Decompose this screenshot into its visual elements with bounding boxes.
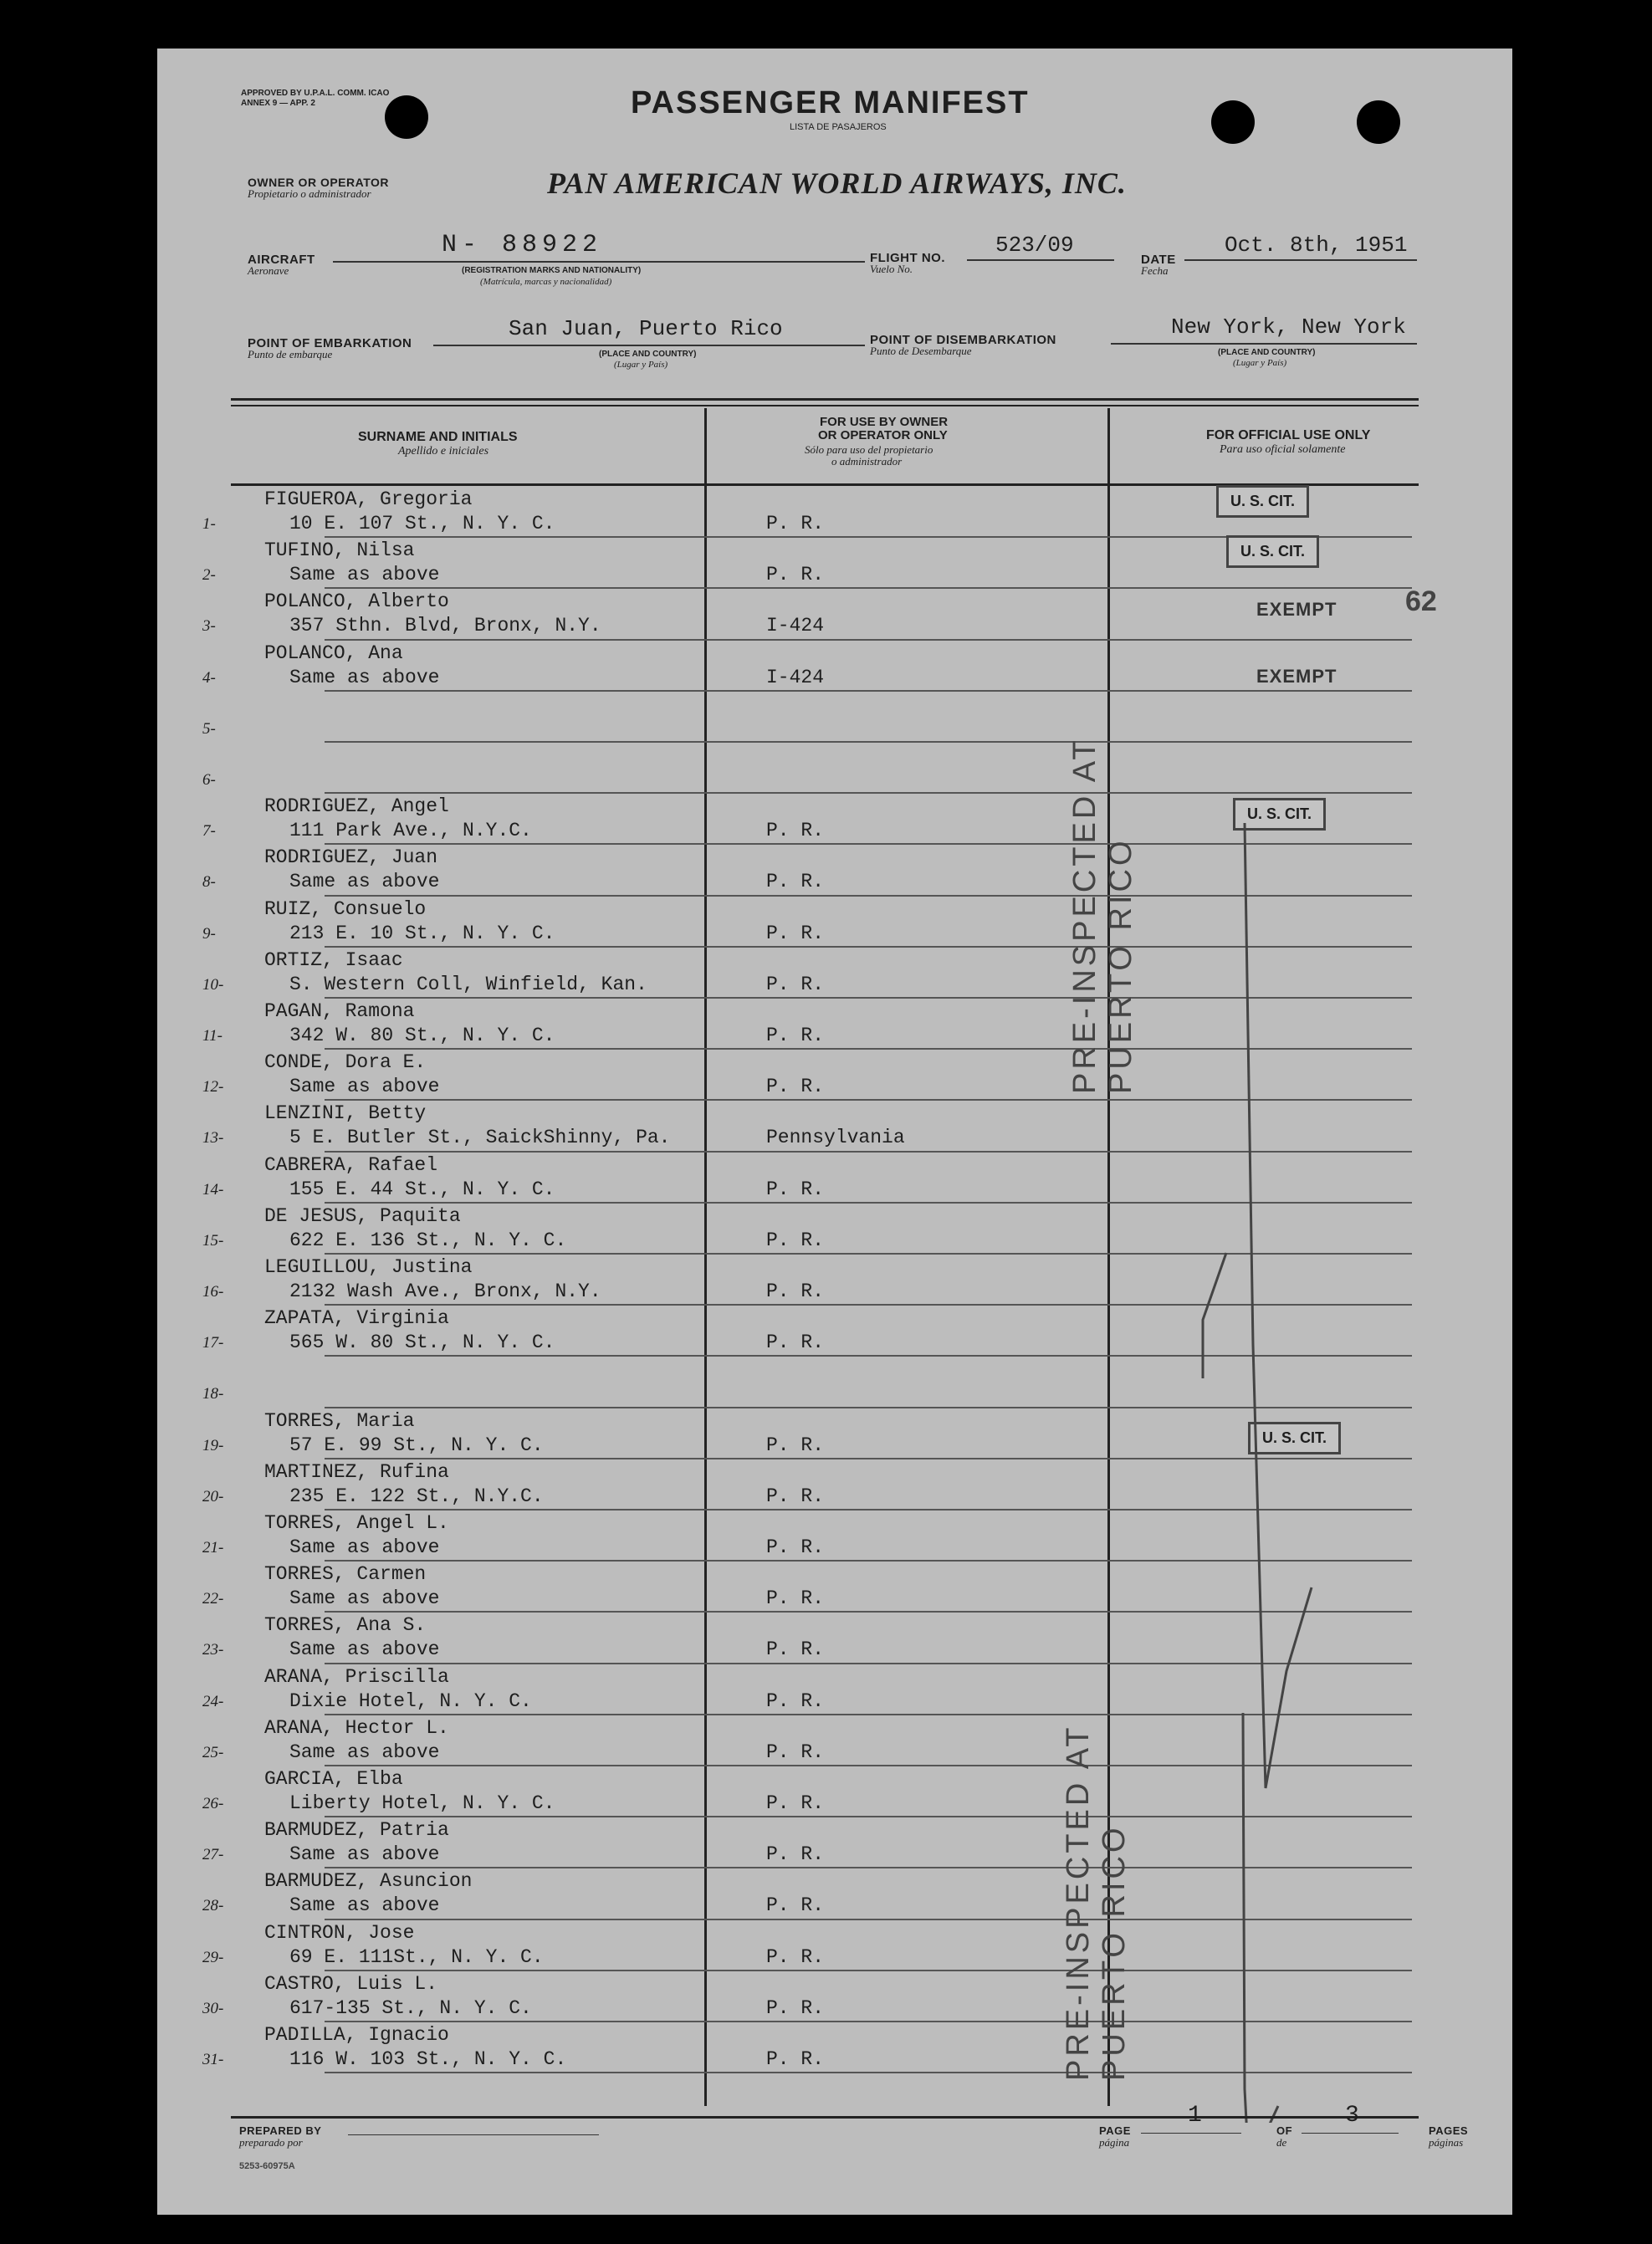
passenger-name: PAGAN, Ramona <box>264 1000 415 1022</box>
prepared-by-label: PREPARED BY <box>239 2124 322 2137</box>
passenger-address: Same as above <box>289 666 440 688</box>
passenger-name: CINTRON, Jose <box>264 1921 415 1944</box>
owner-label-es: Propietario o administrador <box>248 187 371 200</box>
citizenship-code: P. R. <box>766 1996 825 2019</box>
passenger-address: 2132 Wash Ave., Bronx, N.Y. <box>289 1280 601 1302</box>
passenger-name: PADILLA, Ignacio <box>264 2024 449 2046</box>
row-number: 5- <box>202 719 216 738</box>
passenger-address: Same as above <box>289 871 440 893</box>
citizenship-code: P. R. <box>766 1485 825 1507</box>
citizenship-code: Pennsylvania <box>766 1127 905 1149</box>
row-number: 16- <box>202 1283 224 1301</box>
passenger-name: TORRES, Maria <box>264 1409 415 1432</box>
aircraft-note-es: (Matrícula, marcas y nacionalidad) <box>480 277 612 287</box>
passenger-name: GARCIA, Elba <box>264 1768 403 1790</box>
passenger-name: ORTIZ, Isaac <box>264 948 403 971</box>
row-number: 28- <box>202 1897 224 1915</box>
table-top-border <box>231 398 1419 401</box>
passenger-name: TORRES, Ana S. <box>264 1614 427 1637</box>
underline <box>433 345 865 346</box>
passenger-address: Same as above <box>289 1638 440 1661</box>
us-citizen-stamp: U. S. CIT. <box>1233 798 1326 831</box>
passenger-name: LENZINI, Betty <box>264 1102 427 1125</box>
citizenship-code: P. R. <box>766 1638 825 1661</box>
citizenship-code: P. R. <box>766 1741 825 1763</box>
page-label: PAGE <box>1099 2124 1131 2137</box>
row-number: 10- <box>202 975 224 994</box>
row-number: 12- <box>202 1078 224 1096</box>
passenger-name: ARANA, Priscilla <box>264 1665 449 1688</box>
citizenship-code: P. R. <box>766 1434 825 1456</box>
citizenship-code: P. R. <box>766 1587 825 1610</box>
row-number: 22- <box>202 1590 224 1608</box>
passenger-address: Liberty Hotel, N. Y. C. <box>289 1792 555 1814</box>
passenger-address: 357 Sthn. Blvd, Bronx, N.Y. <box>289 615 601 637</box>
passenger-address: 155 E. 44 St., N. Y. C. <box>289 1178 555 1200</box>
note-62: 62 <box>1405 585 1437 617</box>
table-top-border <box>231 405 1419 406</box>
embark-label: POINT OF EMBARKATION <box>248 336 412 350</box>
row-number: 3- <box>202 617 216 636</box>
pencil-check-marks <box>1077 500 1429 2123</box>
citizenship-code: P. R. <box>766 1843 825 1866</box>
citizenship-code: P. R. <box>766 1025 825 1046</box>
passenger-address: 57 E. 99 St., N. Y. C. <box>289 1434 544 1456</box>
citizenship-code: P. R. <box>766 1332 825 1354</box>
operator-name: PAN AMERICAN WORLD AIRWAYS, INC. <box>547 166 1127 200</box>
column-header-surname: SURNAME AND INITIALS <box>358 430 518 444</box>
row-number: 30- <box>202 1999 224 2017</box>
passenger-address: 213 E. 10 St., N. Y. C. <box>289 922 555 944</box>
underline <box>967 259 1114 261</box>
column-header-owner-use-es: Sólo para uso del propietario <box>805 443 933 456</box>
passenger-address: Same as above <box>289 1076 440 1098</box>
underline <box>1141 2133 1241 2134</box>
passenger-address: Same as above <box>289 1843 440 1866</box>
column-header-official-use-es: Para uso oficial solamente <box>1220 443 1346 456</box>
passenger-name: BARMUDEZ, Patria <box>264 1819 449 1842</box>
passenger-name: MARTINEZ, Rufina <box>264 1460 449 1483</box>
column-header-owner-use: OR OPERATOR ONLY <box>818 428 948 442</box>
passenger-address: Same as above <box>289 564 440 586</box>
row-number: 1- <box>202 515 216 533</box>
passenger-name: RODRIGUEZ, Juan <box>264 846 438 869</box>
prepared-by-label-es: preparado por <box>239 2136 303 2149</box>
passenger-name: TORRES, Angel L. <box>264 1512 449 1534</box>
disembark-value: New York, New York <box>1171 314 1406 340</box>
passenger-name: POLANCO, Ana <box>264 642 403 664</box>
place-note-es: (Lugar y País) <box>614 360 668 370</box>
citizenship-code: P. R. <box>766 1792 825 1814</box>
row-number: 26- <box>202 1795 224 1812</box>
passenger-name: CONDE, Dora E. <box>264 1051 427 1074</box>
column-header-owner-use: FOR USE BY OWNER <box>820 415 949 429</box>
row-number: 25- <box>202 1743 224 1761</box>
row-number: 27- <box>202 1846 224 1864</box>
passenger-address: Same as above <box>289 1741 440 1763</box>
passenger-name: CABRERA, Rafael <box>264 1153 438 1176</box>
place-note: (PLACE AND COUNTRY) <box>1218 348 1316 357</box>
punch-hole <box>1357 100 1400 144</box>
place-note: (PLACE AND COUNTRY) <box>599 350 697 359</box>
citizenship-code: P. R. <box>766 820 825 842</box>
passenger-address: 10 E. 107 St., N. Y. C. <box>289 513 555 534</box>
passenger-address: 111 Park Ave., N.Y.C. <box>289 820 532 842</box>
of-label-es: de <box>1276 2136 1287 2149</box>
manifest-sheet <box>157 49 1512 2215</box>
citizenship-code: I-424 <box>766 615 825 637</box>
citizenship-code: P. R. <box>766 1689 825 1712</box>
aircraft-label: AIRCRAFT <box>248 253 315 267</box>
of-label: OF <box>1276 2124 1293 2137</box>
passenger-name: RODRIGUEZ, Angel <box>264 795 449 818</box>
citizenship-code: P. R. <box>766 564 825 586</box>
passenger-address: 235 E. 122 St., N.Y.C. <box>289 1485 544 1507</box>
passenger-name: TUFINO, Nilsa <box>264 539 415 562</box>
us-citizen-stamp: U. S. CIT. <box>1248 1422 1341 1454</box>
passenger-address: 617-135 St., N. Y. C. <box>289 1996 532 2019</box>
owner-label: OWNER OR OPERATOR <box>248 176 389 189</box>
row-number: 23- <box>202 1641 224 1659</box>
aircraft-registration: N- 88922 <box>442 231 603 259</box>
embark-value: San Juan, Puerto Rico <box>509 316 783 341</box>
passenger-name: TORRES, Carmen <box>264 1563 427 1586</box>
table-bottom-border <box>231 2116 1419 2119</box>
us-citizen-stamp: U. S. CIT. <box>1226 535 1319 568</box>
passenger-name: DE JESUS, Paquita <box>264 1204 461 1227</box>
column-divider <box>704 408 707 2106</box>
page-number: 1 <box>1188 2103 1202 2129</box>
page-total: 3 <box>1345 2103 1359 2129</box>
row-number: 15- <box>202 1231 224 1250</box>
aircraft-note: (REGISTRATION MARKS AND NATIONALITY) <box>462 266 642 275</box>
citizenship-code: P. R. <box>766 1945 825 1968</box>
pages-label: PAGES <box>1429 2124 1469 2137</box>
date-label: DATE <box>1141 253 1176 267</box>
passenger-address: 116 W. 103 St., N. Y. C. <box>289 2048 567 2070</box>
disembark-label: POINT OF DISEMBARKATION <box>870 333 1056 347</box>
underline <box>1184 259 1417 261</box>
row-number: 17- <box>202 1334 224 1352</box>
flight-label: FLIGHT NO. <box>870 251 945 265</box>
date-label-es: Fecha <box>1141 264 1169 277</box>
row-number: 13- <box>202 1129 224 1148</box>
row-number: 9- <box>202 924 216 943</box>
passenger-address: Same as above <box>289 1587 440 1610</box>
row-number: 19- <box>202 1436 224 1454</box>
aircraft-label-es: Aeronave <box>248 264 289 277</box>
row-number: 14- <box>202 1180 224 1199</box>
row-number: 21- <box>202 1539 224 1556</box>
preinspected-stamp-vertical: PRE-INSPECTED AT PUERTO RICO <box>1061 1725 1132 2081</box>
preinspected-stamp-vertical: PRE-INSPECTED AT PUERTO RICO <box>1067 738 1138 1094</box>
passenger-name: POLANCO, Alberto <box>264 590 449 613</box>
citizenship-code: P. R. <box>766 1076 825 1098</box>
row-number: 18- <box>202 1385 224 1403</box>
passenger-name: LEGUILLOU, Justina <box>264 1256 473 1278</box>
pages-label-es: páginas <box>1429 2136 1464 2149</box>
embark-label-es: Punto de embarque <box>248 348 333 360</box>
citizenship-code: P. R. <box>766 973 825 995</box>
citizenship-code: P. R. <box>766 1536 825 1558</box>
citizenship-code: P. R. <box>766 922 825 944</box>
row-number: 8- <box>202 873 216 892</box>
citizenship-code: P. R. <box>766 1894 825 1917</box>
disembark-label-es: Punto de Desembarque <box>870 345 972 357</box>
underline <box>348 2134 599 2135</box>
citizenship-code: I-424 <box>766 666 825 688</box>
row-number: 7- <box>202 822 216 841</box>
passenger-address: Same as above <box>289 1894 440 1917</box>
row-number: 31- <box>202 2051 224 2068</box>
us-citizen-stamp: U. S. CIT. <box>1216 485 1309 518</box>
page-label-es: página <box>1099 2136 1130 2149</box>
underline <box>1302 2133 1399 2134</box>
flight-label-es: Vuelo No. <box>870 263 913 275</box>
form-title: PASSENGER MANIFEST <box>631 85 1030 120</box>
underline <box>1111 343 1417 345</box>
exempt-note: EXEMPT <box>1256 666 1337 687</box>
form-subtitle: LISTA DE PASAJEROS <box>790 122 887 132</box>
row-number: 11- <box>202 1027 222 1045</box>
row-number: 20- <box>202 1487 224 1505</box>
passenger-name: ZAPATA, Virginia <box>264 1307 449 1330</box>
punch-hole <box>1211 100 1255 144</box>
row-number: 6- <box>202 771 216 789</box>
row-number: 4- <box>202 668 216 687</box>
exempt-note: EXEMPT <box>1256 599 1337 620</box>
citizenship-code: P. R. <box>766 2048 825 2070</box>
passenger-name: BARMUDEZ, Asuncion <box>264 1870 473 1893</box>
place-note-es: (Lugar y País) <box>1233 358 1287 368</box>
passenger-name: ARANA, Hector L. <box>264 1716 449 1739</box>
citizenship-code: P. R. <box>766 871 825 893</box>
passenger-address: 5 E. Butler St., SaickShinny, Pa. <box>289 1127 671 1149</box>
flight-date: Oct. 8th, 1951 <box>1225 233 1408 258</box>
flight-number: 523/09 <box>995 233 1074 258</box>
row-number: 2- <box>202 566 216 585</box>
citizenship-code: P. R. <box>766 1178 825 1200</box>
citizenship-code: P. R. <box>766 1280 825 1302</box>
form-number: 5253-60975A <box>239 2161 295 2171</box>
row-number: 24- <box>202 1692 224 1710</box>
citizenship-code: P. R. <box>766 1229 825 1251</box>
passenger-name: FIGUEROA, Gregoria <box>264 488 473 510</box>
passenger-address: S. Western Coll, Winfield, Kan. <box>289 973 647 995</box>
passenger-address: 565 W. 80 St., N. Y. C. <box>289 1332 555 1354</box>
underline <box>333 261 865 263</box>
column-header-surname-es: Apellido e iniciales <box>398 445 489 457</box>
column-header-owner-use-es: o administrador <box>831 455 903 468</box>
passenger-name: CASTRO, Luis L. <box>264 1972 438 1995</box>
passenger-address: Dixie Hotel, N. Y. C. <box>289 1689 532 1712</box>
row-number: 29- <box>202 1948 224 1966</box>
passenger-name: RUIZ, Consuelo <box>264 897 427 920</box>
passenger-address: 342 W. 80 St., N. Y. C. <box>289 1025 555 1046</box>
passenger-address: 69 E. 111St., N. Y. C. <box>289 1945 544 1968</box>
approval-note: APPROVED BY U.P.A.L. COMM. ICAO ANNEX 9 — APP. 2 <box>241 89 390 108</box>
passenger-address: Same as above <box>289 1536 440 1558</box>
column-header-official-use: FOR OFFICIAL USE ONLY <box>1206 428 1371 442</box>
passenger-address: 622 E. 136 St., N. Y. C. <box>289 1229 567 1251</box>
citizenship-code: P. R. <box>766 513 825 534</box>
